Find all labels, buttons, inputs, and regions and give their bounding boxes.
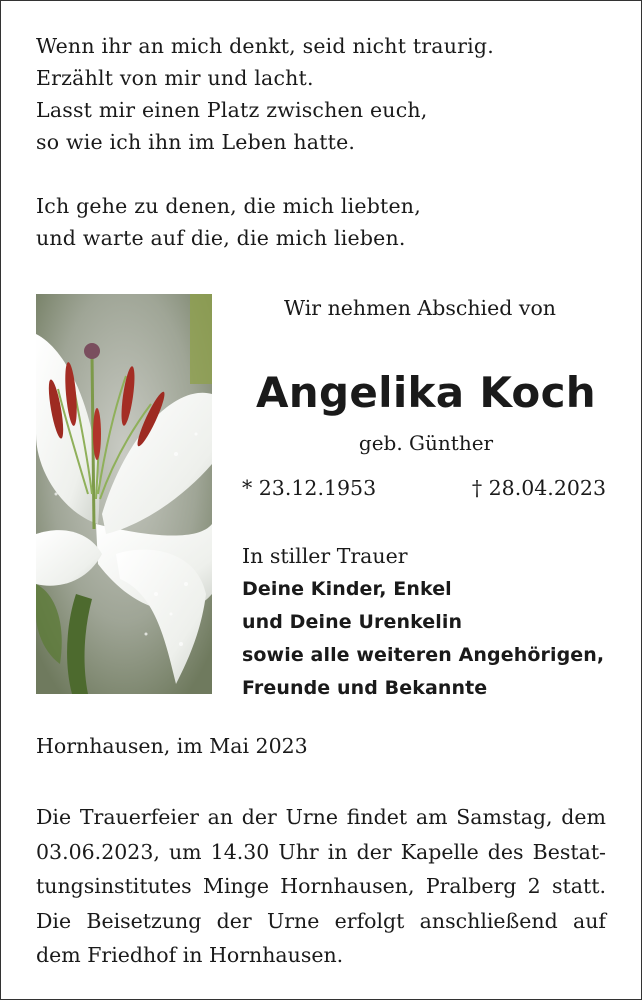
poem-line: so wie ich ihn im Leben hatte. bbox=[36, 130, 356, 154]
mourners-line: sowie alle weiteren Angehörigen, bbox=[242, 644, 605, 666]
mourners-line: und Deine Urenkelin bbox=[242, 611, 463, 633]
farewell-intro: Wir nehmen Abschied von bbox=[284, 296, 556, 320]
poem-line: Wenn ihr an mich denkt, seid nicht traurig. bbox=[36, 34, 494, 58]
mourners-intro: In stiller Trauer bbox=[242, 544, 408, 568]
mourners-line: Deine Kinder, Enkel bbox=[242, 578, 452, 600]
poem-line: und warte auf die, die mich lieben. bbox=[36, 226, 406, 250]
poem-line: Lasst mir einen Platz zwischen euch, bbox=[36, 98, 428, 122]
info-line: dem Friedhof in Hornhausen. bbox=[36, 943, 344, 967]
poem-line: Erzählt von mir und lacht. bbox=[36, 66, 314, 90]
lily-photo bbox=[36, 294, 212, 694]
maiden-name: geb. Günther bbox=[358, 431, 494, 455]
place-date: Hornhausen, im Mai 2023 bbox=[36, 734, 308, 758]
info-line: tungsinstitutes Minge Hornhausen, Pralberg 2 statt. bbox=[36, 874, 606, 898]
deceased-name: Angelika Koch bbox=[255, 368, 596, 417]
death-date: † 28.04.2023 bbox=[471, 476, 606, 500]
poem bbox=[36, 30, 494, 254]
info-line: Die Trauerfeier an der Urne findet am Samstag, dem bbox=[36, 805, 606, 829]
info-line: Die Beisetzung der Urne erfolgt anschließend auf bbox=[36, 908, 606, 933]
poem-line: Ich gehe zu denen, die mich liebten, bbox=[36, 194, 421, 218]
info-line: 03.06.2023, um 14.30 Uhr in der Kapelle des Bestat- bbox=[36, 839, 606, 864]
birth-date: * 23.12.1953 bbox=[242, 476, 377, 500]
lily-illustration bbox=[36, 294, 212, 694]
mourners-block bbox=[242, 540, 604, 705]
mourners-line: Freunde und Bekannte bbox=[242, 677, 488, 699]
funeral-info bbox=[36, 800, 606, 973]
